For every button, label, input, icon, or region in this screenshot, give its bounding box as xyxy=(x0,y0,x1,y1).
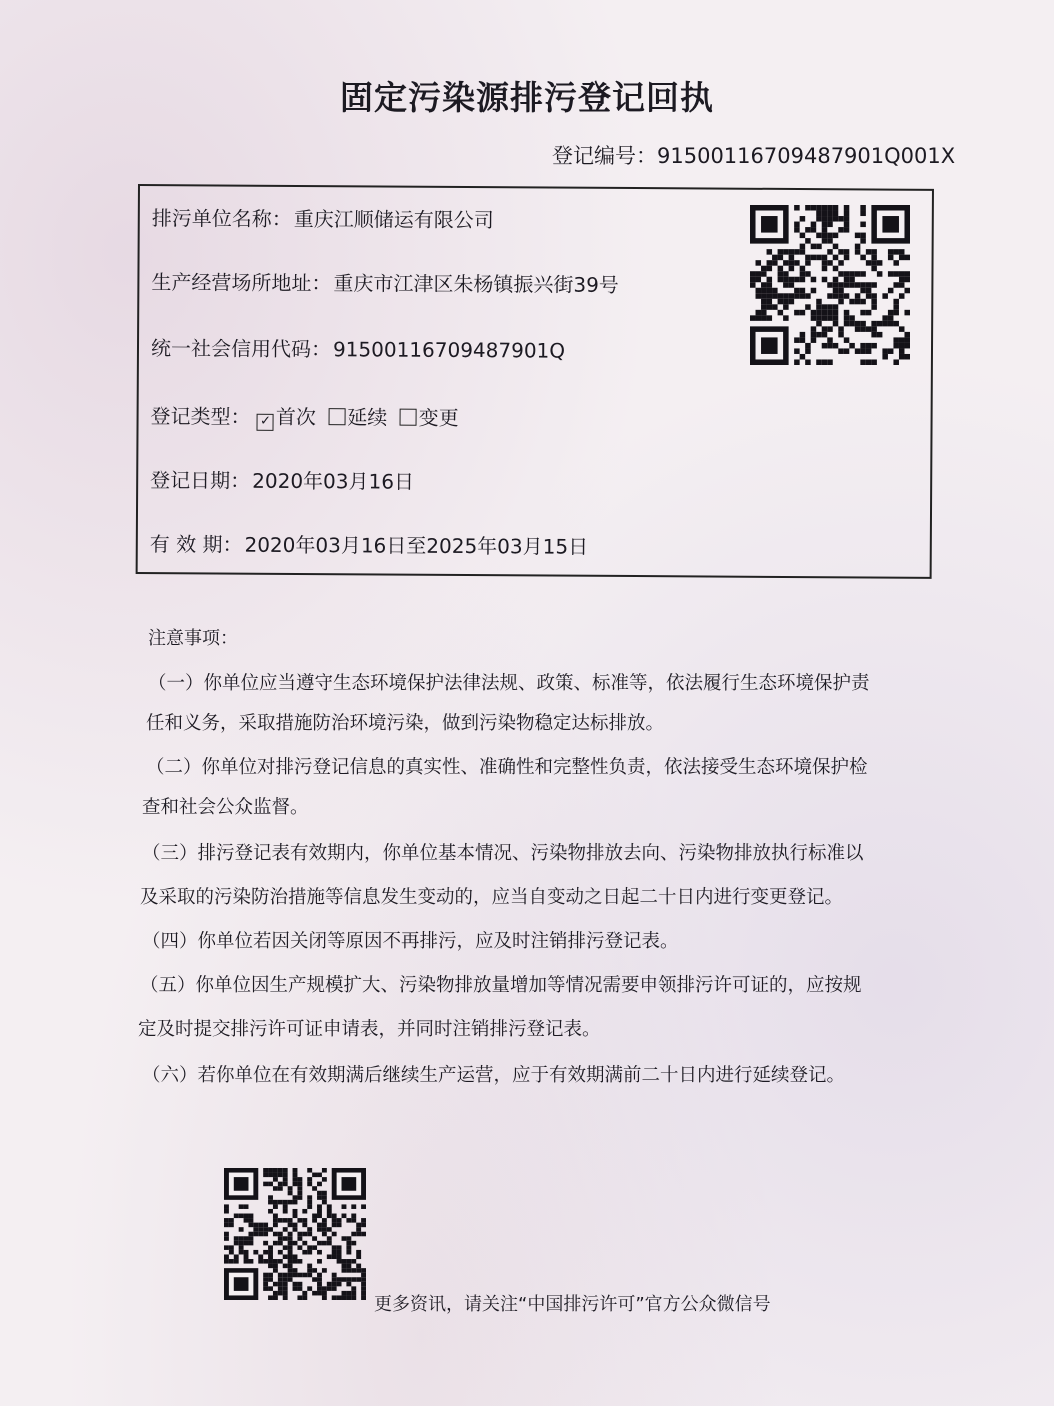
credit-code-value: 91500116709487901Q xyxy=(332,337,566,363)
reg-type-option-renewal: 延续 xyxy=(347,405,388,430)
company-name-row xyxy=(152,202,494,233)
registration-date-value: 2020年03月16日 xyxy=(252,468,415,494)
validity-value: 2020年03月16日至2025年03月15日 xyxy=(244,532,589,559)
note-line: （二）你单位对排污登记信息的真实性、准确性和完整性负责，依法接受生态环境保护检 xyxy=(146,757,868,778)
follow-wechat-text: 更多资讯，请关注“中国排污许可”官方公众微信号 xyxy=(374,1294,771,1315)
address-label: 生产经营场所地址： xyxy=(151,270,332,296)
note-line: 任和义务，采取措施防治环境污染，做到污染物稳定达标排放。 xyxy=(146,713,665,734)
note-line: （六）若你单位在有效期满后继续生产运营，应于有效期满前二十日内进行延续登记。 xyxy=(142,1065,846,1086)
address-row xyxy=(151,266,619,298)
note-line: （五）你单位因生产规模扩大、污染物排放量增加等情况需要申领排污许可证的，应按规 xyxy=(140,975,862,996)
company-name-value: 重庆江顺储运有限公司 xyxy=(293,206,494,233)
address-value: 重庆市江津区朱杨镇振兴街39号 xyxy=(333,271,619,297)
reg-type-option-first: 首次 xyxy=(275,404,317,430)
registration-type-label: 登记类型： xyxy=(150,404,251,429)
credit-code-row xyxy=(151,332,565,364)
registration-date-row xyxy=(150,464,414,495)
qr-code-icon xyxy=(224,1168,366,1300)
company-name-label: 排污单位名称： xyxy=(151,206,292,231)
checkbox-empty-icon xyxy=(328,408,345,425)
notes-heading: 注意事项： xyxy=(148,628,238,649)
note-line: （三）排污登记表有效期内，你单位基本情况、污染物排放去向、污染物排放执行标准以 xyxy=(142,843,864,864)
validity-row xyxy=(150,528,588,560)
note-line: （一）你单位应当遵守生态环境保护法律法规、政策、标准等，依法履行生态环境保护责 xyxy=(148,673,870,694)
note-line: 定及时提交排污许可证申请表，并同时注销排污登记表。 xyxy=(138,1019,601,1040)
registration-number-label: 登记编号： xyxy=(552,144,657,168)
registration-number-value: 91500116709487901Q001X xyxy=(657,144,956,168)
checkbox-empty-icon xyxy=(400,409,417,426)
checkbox-checked-icon: ✓ xyxy=(257,414,274,431)
reg-type-option-change: 变更 xyxy=(418,405,459,430)
registration-date-label: 登记日期： xyxy=(150,468,251,493)
registration-number xyxy=(552,140,955,170)
note-line: 查和社会公众监督。 xyxy=(142,797,309,818)
credit-code-label: 统一社会信用代码： xyxy=(150,336,332,362)
page-title: 固定污染源排污登记回执 xyxy=(340,78,714,117)
note-line: （四）你单位若因关闭等原因不再排污，应及时注销排污登记表。 xyxy=(142,931,679,952)
registration-type-row xyxy=(150,400,458,432)
note-line: 及采取的污染防治措施等信息发生变动的，应当自变动之日起二十日内进行变更登记。 xyxy=(140,887,844,908)
qr-code-icon xyxy=(750,205,910,365)
validity-label: 有 效 期： xyxy=(149,532,243,557)
